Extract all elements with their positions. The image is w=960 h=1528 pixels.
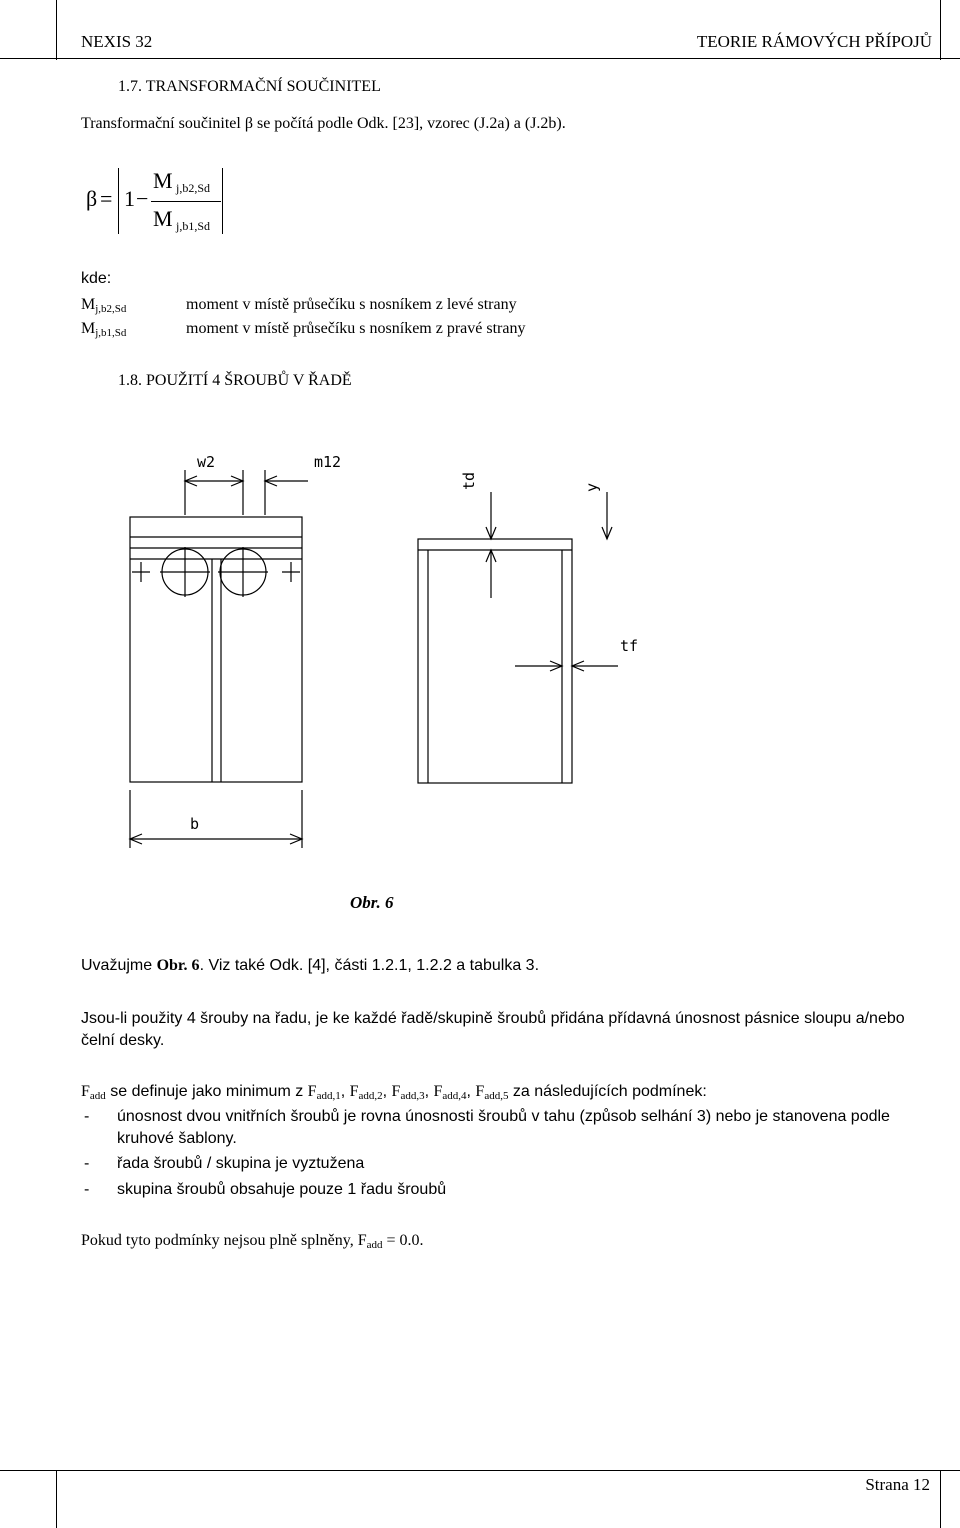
definition-text-2: moment v místě průsečíku s nosníkem z pravé strany [186, 320, 526, 337]
header-right: TEORIE RÁMOVÝCH PŘÍPOJŮ [696, 32, 932, 51]
figure-bolt-row [0, 440, 960, 870]
bullet-2: řada šroubů / skupina je vyztužena [117, 1155, 365, 1172]
formula-one: 1 [124, 186, 135, 211]
bullet-1: únosnost dvou vnitřních šroubů je rovna únosnosti šroubů v tahu (způsob selhání 3) nebo je stanovena podle kruhové šablony. [117, 1108, 890, 1147]
paragraph-1: Uvažujme Obr. 6. Viz také Odk. [4], části 1.2.1, 1.2.2 a tabulka 3. [81, 957, 540, 974]
bullet-mark-2: - [84, 1155, 90, 1172]
definitions-label: kde: [81, 270, 112, 287]
footer-margin-line-left [56, 1470, 57, 1528]
end-plate-outline [130, 517, 302, 782]
label-td: td [460, 471, 478, 490]
section-title-1-7: 1.7. TRANSFORMAČNÍ SOUČINITEL [118, 78, 381, 95]
formula-abs-right [222, 168, 223, 234]
page-number: Strana 12 [865, 1475, 930, 1494]
paragraph-4: Pokud tyto podmínky nejsou plně splněny, $F_{add} = 0.0$. [81, 1232, 424, 1251]
section-title-1-8: 1.8. POUŽITÍ 4 ŠROUBŮ V ŘADĚ [118, 372, 352, 389]
label-y: y [583, 482, 601, 492]
formula-den-sub: j,b1,Sd [176, 219, 211, 233]
bullet-mark-1: - [84, 1108, 90, 1125]
definition-symbol-2: $M_{j,b1,Sd}$ [81, 320, 127, 339]
formula-minus: − [136, 186, 149, 211]
label-m12: m12 [314, 453, 342, 471]
footer-margin-line-right [940, 1470, 941, 1528]
bullet-3: skupina šroubů obsahuje pouze 1 řadu šroubů [117, 1181, 447, 1198]
formula-fraction-line [151, 201, 221, 202]
section-intro: Transformační součinitel β se počítá podle Odk. [23], vzorec (J.2a) a (J.2b). [81, 115, 566, 132]
label-b: b [190, 815, 200, 833]
formula-num-sub: j,b2,Sd [176, 181, 211, 195]
header-margin-line-right [940, 0, 941, 60]
formula-abs-left [118, 168, 119, 234]
formula-num-M: M [153, 168, 173, 193]
definition-symbol-1: $M_{j,b2,Sd}$ [81, 296, 127, 315]
header-margin-line-left [56, 0, 57, 60]
figure-caption: Obr. 6 [350, 893, 394, 912]
definition-text-1: moment v místě průsečíku s nosníkem z levé strany [186, 296, 517, 313]
paragraph-3: $F_{add}$ se definuje jako minimum z $F_{add,1}$, $F_{add,2}$, $F_{add,3}$, $F_{add,4}$, $F_{add,5}$ za následujících podmínek: [81, 1083, 707, 1102]
footer-rule [0, 1470, 960, 1471]
header-left: NEXIS 32 [81, 32, 153, 51]
header-rule [0, 58, 960, 59]
formula-beta: β [86, 186, 98, 211]
formula-equals: = [100, 186, 113, 211]
formula-den-M: M [153, 206, 173, 231]
column-section-outline [418, 539, 572, 783]
label-w2: w2 [197, 453, 216, 471]
paragraph-2: Jsou-li použity 4 šrouby na řadu, je ke každé řadě/skupině šroubů přidána přídavná únosnost pásnice sloupu a/nebo čelní desky. [81, 1010, 905, 1049]
bullet-mark-3: - [84, 1181, 90, 1198]
label-tf: tf [620, 637, 639, 655]
